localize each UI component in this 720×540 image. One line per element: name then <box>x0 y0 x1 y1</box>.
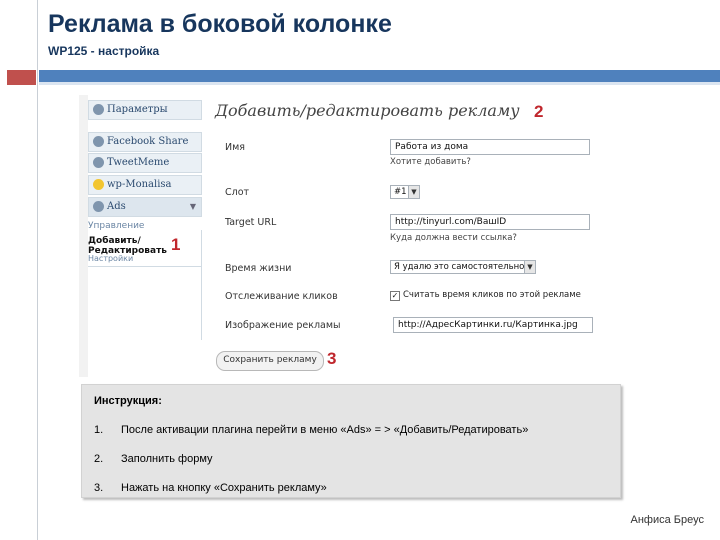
sidebar-bottom-divider <box>88 266 202 267</box>
marker-3: 3 <box>327 349 337 368</box>
target-url-hint: Куда должна вести ссылка? <box>390 233 517 243</box>
submenu-settings[interactable]: Настройки <box>88 255 134 263</box>
step-text: После активации плагина перейти в меню «Ads» = > «Добавить/Редатировать» <box>121 424 529 436</box>
slot-select[interactable] <box>390 185 420 199</box>
marker-2: 2 <box>534 102 544 121</box>
marker-1: 1 <box>171 235 181 254</box>
accent-bar-red <box>7 70 36 85</box>
name-hint: Хотите добавить? <box>390 157 471 167</box>
slot-label: Слот <box>225 187 250 198</box>
submenu-add-edit-line1: Добавить/ <box>88 236 141 246</box>
slide-subtitle: WP125 - настройка <box>48 44 160 58</box>
ad-image-field[interactable]: http://АдресКартинки.ru/Картинка.jpg <box>393 317 593 333</box>
slide-title: Реклама в боковой колонке <box>48 10 392 38</box>
gear-icon <box>93 104 104 115</box>
form-heading: Добавить/редактировать рекламу <box>215 101 520 120</box>
author-name: Анфиса Бреус <box>630 514 704 526</box>
sidebar-item-label: wp-Monalisa <box>107 179 172 190</box>
chevron-down-icon: ▼ <box>408 186 419 198</box>
sidebar-divider <box>201 230 202 340</box>
sidebar-item-label: Параметры <box>107 104 168 115</box>
sidebar-item-label: Ads <box>107 201 126 212</box>
submenu-add-edit-line2: Редактировать <box>88 246 167 256</box>
step-text: Заполнить форму <box>121 453 213 465</box>
chevron-down-icon[interactable]: ▼ <box>189 202 196 211</box>
name-field[interactable]: Работа из дома <box>390 139 590 155</box>
smiley-icon <box>93 179 104 190</box>
step-number: 2. <box>94 453 104 465</box>
submenu-add-edit[interactable] <box>88 236 167 256</box>
save-ad-button[interactable]: Сохранить рекламу <box>216 351 324 371</box>
click-tracking-label: Отслеживание кликов <box>225 291 338 302</box>
click-tracking-checkbox[interactable]: ✓ <box>391 291 399 300</box>
screenshot-margin <box>79 95 88 377</box>
step-number: 3. <box>94 482 104 494</box>
step-text: Нажать на кнопку «Сохранить рекламу» <box>121 482 327 494</box>
sidebar-item-label: TweetMeme <box>107 157 170 168</box>
gear-icon <box>93 136 104 147</box>
sidebar-item-facebook-share[interactable] <box>88 132 202 152</box>
sidebar-item-parameters[interactable] <box>88 100 202 120</box>
gear-icon <box>93 157 104 168</box>
gear-icon <box>93 201 104 212</box>
slot-value: #1 <box>394 187 407 197</box>
accent-bar-blue <box>39 70 720 82</box>
step-number: 1. <box>94 424 104 436</box>
name-label: Имя <box>225 142 245 153</box>
sidebar-item-ads[interactable] <box>88 197 202 217</box>
lifetime-value: Я удалю это самостоятельно <box>394 262 525 272</box>
wp-admin-screenshot <box>79 95 596 377</box>
instruction-box <box>81 384 621 498</box>
chevron-down-icon: ▼ <box>524 261 535 273</box>
accent-bar-shadow <box>39 82 720 85</box>
left-rule <box>37 0 38 540</box>
click-tracking-checkbox-label: Считать время кликов по этой рекламе <box>403 290 581 300</box>
ad-image-label: Изображение рекламы <box>225 320 341 331</box>
sidebar-item-label: Facebook Share <box>107 136 189 147</box>
instruction-title: Инструкция: <box>94 395 162 407</box>
target-url-label: Target URL <box>225 217 277 228</box>
target-url-field[interactable]: http://tinyurl.com/ВашID <box>390 214 590 230</box>
submenu-manage[interactable]: Управление <box>88 221 145 231</box>
sidebar-item-tweetmeme[interactable] <box>88 153 202 173</box>
sidebar-item-wp-monalisa[interactable] <box>88 175 202 195</box>
lifetime-label: Время жизни <box>225 263 292 274</box>
lifetime-select[interactable] <box>390 260 536 274</box>
